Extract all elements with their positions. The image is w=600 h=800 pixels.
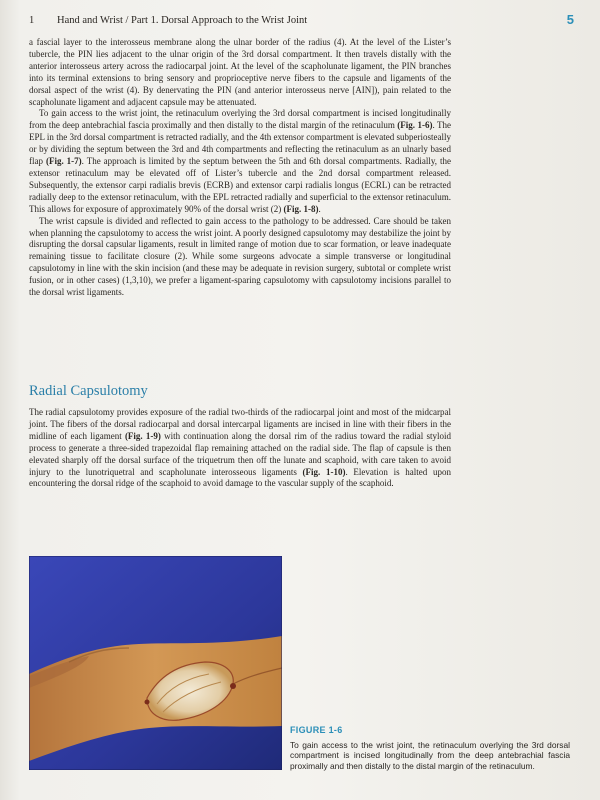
figure-reference: (Fig. 1-8) xyxy=(283,203,319,214)
section-title: Radial Capsulotomy xyxy=(29,383,148,399)
paragraph-2-text-d: . xyxy=(318,203,321,214)
surgical-photo xyxy=(29,556,282,770)
section-paragraph xyxy=(29,407,451,490)
running-title: Hand and Wrist / Part 1. Dorsal Approach to the Wrist Joint xyxy=(57,15,308,26)
paragraph-3: The wrist capsule is divided and reflected to gain access to the pathology to be addressed. Care should be taken when planning the capsulotomy to access the wrist joint. A poorly designed capsulotomy may destabilize the joint by disrupting the dorsal capsular ligaments, result in limited range of motion due to scar formation, or leave inadequate remaining tissue to facilitate closure (2). While some surgeons advocate a simple transverse or longitudinal capsulotomy in line with the skin incision (and these may be adequate in revision surgery, subtotal or complete wrist fusion, or in other cases) (1,3,10), we prefer a ligament-sparing capsulotomy with capsulotomy incisions parallel to the dorsal wrist ligaments. xyxy=(29,215,451,298)
figure-caption-text: To gain access to the wrist joint, the retinaculum overlying the 3rd dorsal compartment is incised longitudinally from the deep antebrachial fascia proximally and then distally to the distal margin of the retinaculum. xyxy=(290,740,570,771)
figure-caption xyxy=(290,724,570,771)
body-text xyxy=(29,37,451,299)
paragraph-2 xyxy=(29,108,451,215)
section-text-c: . Elevation is halted upon encountering the dorsal ridge of the scaphoid to avoid damage to the vascular supply of the scaphoid. xyxy=(29,466,451,489)
paragraph-2-text-a: To gain access to the wrist joint, the retinaculum overlying the 3rd dorsal compartment is incised longitudinally from the deep antebrachial fascia proximally and then distally to the distal margin of the retinaculum xyxy=(29,108,451,131)
figure-reference: (Fig. 1-10) xyxy=(302,466,346,477)
figure-reference: (Fig. 1-7) xyxy=(45,156,82,167)
figure-label: FIGURE 1-6 xyxy=(290,725,343,735)
figure-reference: (Fig. 1-9) xyxy=(124,430,161,441)
paragraph-2-text-c: . The approach is limited by the septum between the 5th and 6th dorsal compartments. Radially, the extensor retinaculum may be elevated off of Lister’s tubercle and the 2nd dorsal compartment released. Subsequently, the extensor carpi radialis brevis (ECRB) and extensor carpi radialis longus (ECRL) can be retracted radially deep to the extensor retinaculum, with the EPL retracted radially and superficial to the extensor retinaculum. This allows for exposure of approximately 90% of the dorsal wrist (2) xyxy=(29,156,451,214)
section-text xyxy=(29,407,451,490)
part-number: 1 xyxy=(29,15,35,26)
page-number: 5 xyxy=(566,12,574,27)
paragraph-2-text-b: . The EPL in the 3rd dorsal compartment is retracted radially, and the 4th extensor compartment is elevated subperiosteally or by dividing the septum between the 3rd and 4th compartments and reflecting the retinaculum as an ulnarly based flap xyxy=(29,120,451,167)
section-text-b: with continuation along the dorsal rim of the radius toward the radial styloid process to generate a three-sided trapezoidal flap remaining attached on the radial side. The flap of capsule is then elevated sharply off the dorsal surface of the triquetrum then off the lunate and scaphoid, with care taken to avoid injury to the lunotriquetral and scapholunate interosseous ligaments xyxy=(29,430,451,477)
running-header xyxy=(29,13,574,29)
wound-edge-mark xyxy=(145,700,150,705)
paragraph-1: a fascial layer to the interosseus membrane along the ulnar border of the radius (4). At the level of the Lister’s tubercle, the PIN lies adjacent to the ulnar origin of the 3rd dorsal compartment. It then travels distally with the anterior interosseus artery across the radiocarpal joint. At the level of the scapholunate ligament, the PIN branches into its terminal extensions to bring sensory and proprioceptive nerve fibers to the capsule and ligaments of the dorsal aspect of the wrist (4). By denervating the PIN (and anterior interosseus nerve [AIN]), pain related to the scapholunate ligament and adjacent capsule may be attenuated. xyxy=(29,37,451,107)
surgical-photo-image xyxy=(29,556,282,770)
figure-reference: (Fig. 1-6) xyxy=(397,120,433,131)
section-text-a: The radial capsulotomy provides exposure of the radial two-thirds of the radiocarpal joint and most of the midcarpal joint. The fibers of the dorsal radiocarpal and dorsal intercarpal ligaments are incised in line with their fibers in the midline of each ligament xyxy=(29,407,451,441)
